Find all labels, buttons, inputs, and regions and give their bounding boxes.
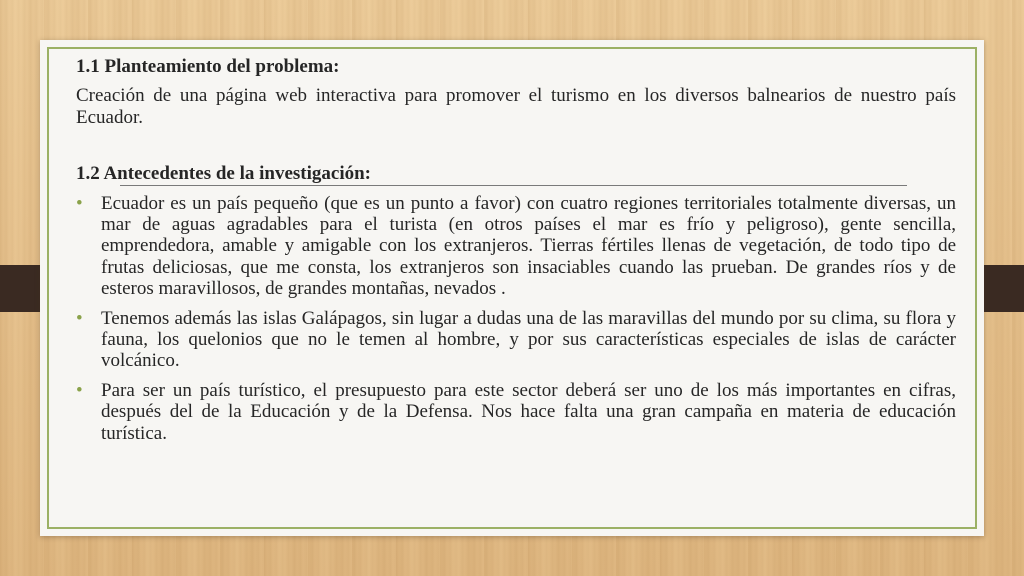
section2-heading: 1.2 Antecedentes de la investigación: bbox=[76, 163, 372, 185]
bullet-dot-icon: • bbox=[76, 192, 83, 214]
section1-heading: 1.1 Planteamiento del problema: bbox=[76, 56, 340, 77]
section2-heading-wrap bbox=[76, 163, 956, 184]
bullet-text: Para ser un país turístico, el presupuesto para este sector deberá ser uno de los más importantes en cifras, después del de la Educación y de la Defensa. Nos hace falta una gran campaña en materia de educación turística. bbox=[101, 379, 956, 444]
list-item bbox=[76, 308, 956, 372]
section1-paragraph: Creación de una página web interactiva para promover el turismo en los diversos balnearios de nuestro país Ecuador. bbox=[76, 85, 956, 128]
slide-content bbox=[76, 56, 956, 452]
bullet-text: Tenemos además las islas Galápagos, sin lugar a dudas una de las maravillas del mundo por su clima, su flora y fauna, los quelonios que no le temen al hombre, y por sus características especiales de islas de carácter volcánico. bbox=[101, 307, 956, 372]
list-item bbox=[76, 380, 956, 444]
slide-panel bbox=[40, 40, 984, 536]
bullet-dot-icon: • bbox=[76, 307, 83, 329]
list-item bbox=[76, 193, 956, 300]
bullet-list bbox=[76, 193, 956, 444]
bullet-dot-icon: • bbox=[76, 379, 83, 401]
bullet-text: Ecuador es un país pequeño (que es un punto a favor) con cuatro regiones territoriales totalmente diversas, un mar de aguas agradables para el turista (en otros países el mar es frío y peligroso), gente sencilla, emprendedora, amable y amigable con los extranjeros. Tierras fértiles llenas de vegetación, de todo tipo de frutas deliciosas, que me consta, los extranjeros son insaciables cuando las prueban. De grandes ríos y de esteros maravillosos, de grandes montañas, nevados . bbox=[101, 192, 956, 300]
heading-underline bbox=[120, 185, 907, 186]
